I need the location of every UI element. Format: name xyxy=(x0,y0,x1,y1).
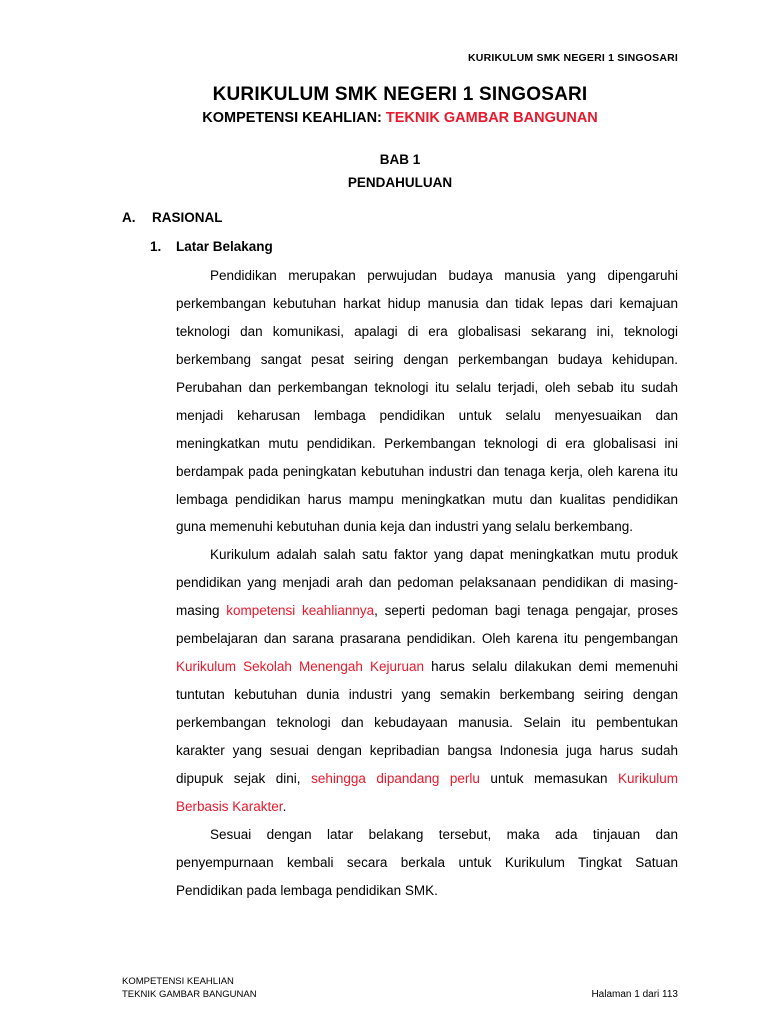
paragraph-1: Pendidikan merupakan perwujudan budaya manusia yang dipengaruhi perkembangan kebutuhan harkat hidup manusia dan tidak lepas dari kemajuan teknologi dan komunikasi, apalagi di era globalisasi sekarang ini, teknologi berkembang sangat pesat seiring dengan perkembangan budaya kehidupan. Perubahan dan perkembangan teknologi itu selalu terjadi, oleh sebab itu sudah menjadi keharusan lembaga pendidikan untuk selalu menyesuaikan dan meningkatkan mutu pendidikan. Perkembangan teknologi di era globalisasi ini berdampak pada peningkatan kebutuhan industri dan tenaga kerja, oleh karena itu lembaga pendidikan harus mampu meningkatkan mutu dan kualitas pendidikan guna memenuhi kebutuhan dunia keja dan industri yang selalu berkembang. xyxy=(176,268,678,535)
paragraph-2-part-2: , seperti pedoman bagi tenaga pengajar, proses pembelajaran dan sarana prasarana pendidikan. Oleh karena itu pengembangan xyxy=(176,603,679,647)
page-number: Halaman 1 dari 113 xyxy=(591,988,678,1000)
section-b-title: Latar Belakang xyxy=(176,239,273,254)
page-subtitle xyxy=(122,110,678,126)
footer-left-line-2: TEKNIK GAMBAR BANGUNAN xyxy=(122,989,257,1001)
paragraph-2-part-4: untuk memasukan xyxy=(479,770,618,786)
paragraph-2 xyxy=(122,541,678,820)
chapter-name: PENDAHULUAN xyxy=(347,175,453,190)
footer-left xyxy=(122,976,257,1002)
section-heading-a xyxy=(122,210,678,225)
paragraph-3: Sesuai dengan latar belakang tersebut, maka ada tinjauan dan penyempurnaan kembali secara berkala untuk Kurikulum Tingkat Satuan Pendidikan pada lembaga pendidikan SMK. xyxy=(176,826,678,898)
paragraph-2-part-1: Kurikulum adalah salah satu faktor yang dapat meningkatkan mutu produk pendidikan yang menjadi arah dan pedoman pelaksanaan pendidikan di masing-masing xyxy=(176,547,678,619)
chapter-number: BAB 1 xyxy=(379,152,421,167)
page-title: KURIKULUM SMK NEGERI 1 SINGOSARI xyxy=(212,84,588,105)
section-heading-b xyxy=(122,239,678,254)
paragraph-2-part-5: . xyxy=(282,798,287,814)
paragraph-2-part-3: harus selalu dilakukan demi memenuhi tuntutan kebutuhan dunia industri yang semakin berkembang seiring dengan perkembangan teknologi dan kebudayaan manusia. Selain itu pembentukan karakter yang sesuai dengan kepribadian bangsa Indonesia juga harus sudah dipupuk sejak dini, xyxy=(176,659,678,786)
subtitle-highlight: TEKNIK GAMBAR BANGUNAN xyxy=(385,110,598,126)
document-body xyxy=(122,84,678,905)
section-a-label: A. xyxy=(122,210,136,225)
paragraph-2-highlight-4: Kurikulum Berbasis Karakter xyxy=(176,770,679,814)
paragraph-2-highlight-2: Kurikulum Sekolah Menengah Kejuruan xyxy=(176,659,425,675)
paragraph-2-highlight-3: sehingga dipandang perlu xyxy=(311,770,480,786)
section-b-label: 1. xyxy=(150,239,162,254)
running-header: KURIKULUM SMK NEGERI 1 SINGOSARI xyxy=(468,52,678,64)
footer-left-line-1: KOMPETENSI KEAHLIAN xyxy=(122,976,234,988)
subtitle-prefix: KOMPETENSI KEAHLIAN: xyxy=(202,110,386,126)
paragraph-2-highlight-1: kompetensi keahliannya xyxy=(226,603,375,619)
section-a-title: RASIONAL xyxy=(152,210,223,225)
page-footer xyxy=(122,976,678,1002)
